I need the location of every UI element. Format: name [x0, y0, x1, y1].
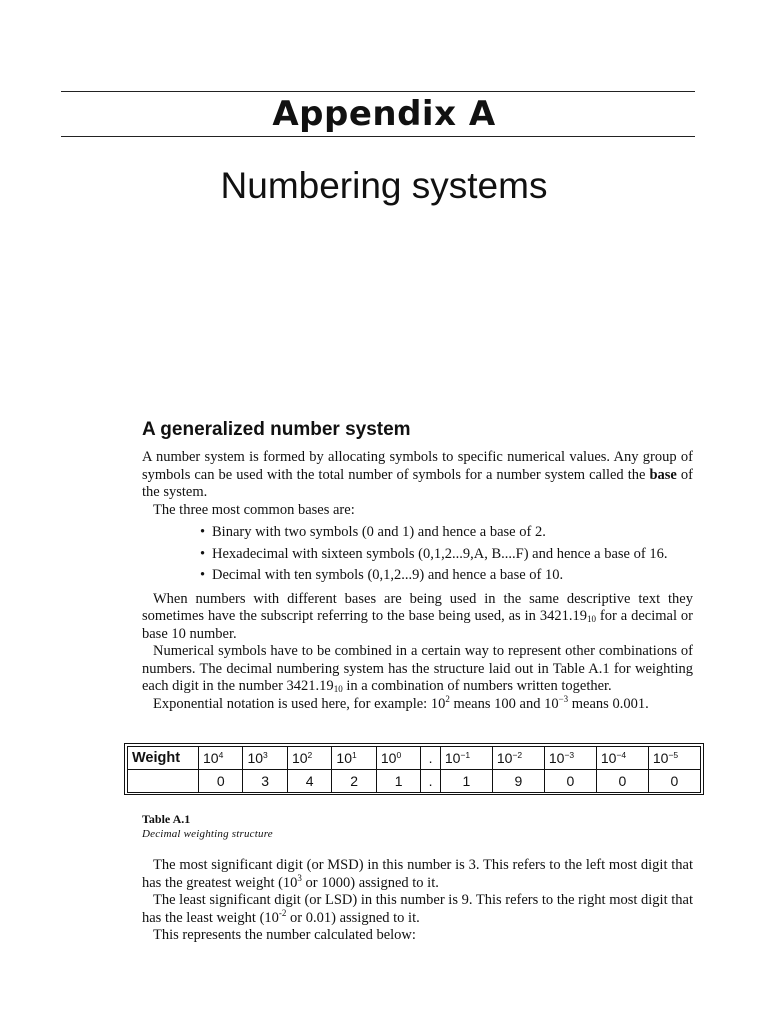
list-item: • Binary with two symbols (0 and 1) and hence a base of 2.	[200, 522, 693, 544]
list-item: • Decimal with ten symbols (0,1,2...9) and hence a base of 10.	[200, 565, 693, 587]
table-row	[128, 770, 701, 793]
list-item: • Hexadecimal with sixteen symbols (0,1,2...9,A, B....F) and hence a base of 16.	[200, 544, 693, 566]
digit-cell: 1	[440, 770, 492, 793]
weighting-table	[124, 743, 704, 795]
digit-cell: 3	[243, 770, 287, 793]
digit-cell: 2	[332, 770, 376, 793]
weight-cell: $10^0$	[376, 747, 420, 770]
empty-cell	[128, 770, 199, 793]
weight-cell: $10^{-3}$	[544, 747, 596, 770]
msd-paragraph: The most significant digit (or MSD) in this number is 3. This refers to the left most digit that has the greatest weight ($10^3$ or 1000) assigned to it.	[142, 857, 693, 891]
weighting-paragraph: Numerical symbols have to be combined in a certain way to represent other combinations of numbers. The decimal numbering system has the structure laid out in Table A.1 for weighting each digit in the number $3421.19_{10}$ in a combination of numbers written together.	[142, 643, 693, 694]
digit-cell: 0	[199, 770, 243, 793]
digit-cell: 4	[287, 770, 331, 793]
base-term: base	[649, 466, 677, 483]
caption-label: Table A.1	[142, 812, 191, 826]
weight-cell: $10^3$	[243, 747, 287, 770]
lsd-paragraph: The least significant digit (or LSD) in this number is 9. This refers to the right most digit that has the least weight ($10^{-2}$ or 0.01) assigned to it.	[142, 892, 693, 926]
bullet-icon: •	[200, 545, 206, 562]
weight-cell: $10^{-2}$	[492, 747, 544, 770]
appendix-title: Appendix A	[272, 94, 496, 134]
intro-paragraph: A number system is formed by allocating symbols to specific numerical values. Any group of symbols can be used with the total number of symbols for a number system called the base of the system.	[142, 449, 693, 500]
closing-block	[142, 857, 693, 945]
digit-cell: 0	[544, 770, 596, 793]
digit-cell: 9	[492, 770, 544, 793]
weight-cell: $10^{-5}$	[648, 747, 700, 770]
bullet-icon: •	[200, 524, 206, 540]
section-heading: A generalized number system	[142, 419, 411, 440]
bullet-icon: •	[200, 567, 206, 583]
subscript-paragraph: When numbers with different bases are being used in the same descriptive text they sometimes have the subscript referring to the base being used, as in $3421.19_{10}$ for a decimal or base 10 number.	[142, 590, 693, 642]
weight-label: Weight	[128, 747, 199, 770]
table-caption	[142, 812, 273, 842]
digit-cell: 1	[376, 770, 420, 793]
digit-cell: 0	[648, 770, 700, 793]
chapter-title: Numbering systems	[220, 165, 548, 206]
weight-cell: $10^2$	[287, 747, 331, 770]
exponential-paragraph: Exponential notation is used here, for example: $10^2$ means 100 and $10^{-3}$ means 0.001.	[153, 693, 649, 712]
weight-cell: $10^4$	[199, 747, 243, 770]
table-row	[128, 747, 701, 770]
digit-cell: .	[421, 770, 441, 793]
weight-cell: .	[421, 747, 441, 770]
caption-description: Decimal weighting structure	[142, 828, 273, 840]
weight-cell: $10^{-4}$	[596, 747, 648, 770]
calculation-intro: This represents the number calculated below:	[153, 927, 416, 943]
intro-block	[142, 449, 693, 713]
digit-cell: 0	[596, 770, 648, 793]
weight-cell: $10^{-1}$	[440, 747, 492, 770]
weight-cell: $10^1$	[332, 747, 376, 770]
bases-list	[142, 522, 693, 587]
bottom-rule	[61, 136, 695, 137]
bases-intro: The three most common bases are:	[153, 501, 355, 518]
